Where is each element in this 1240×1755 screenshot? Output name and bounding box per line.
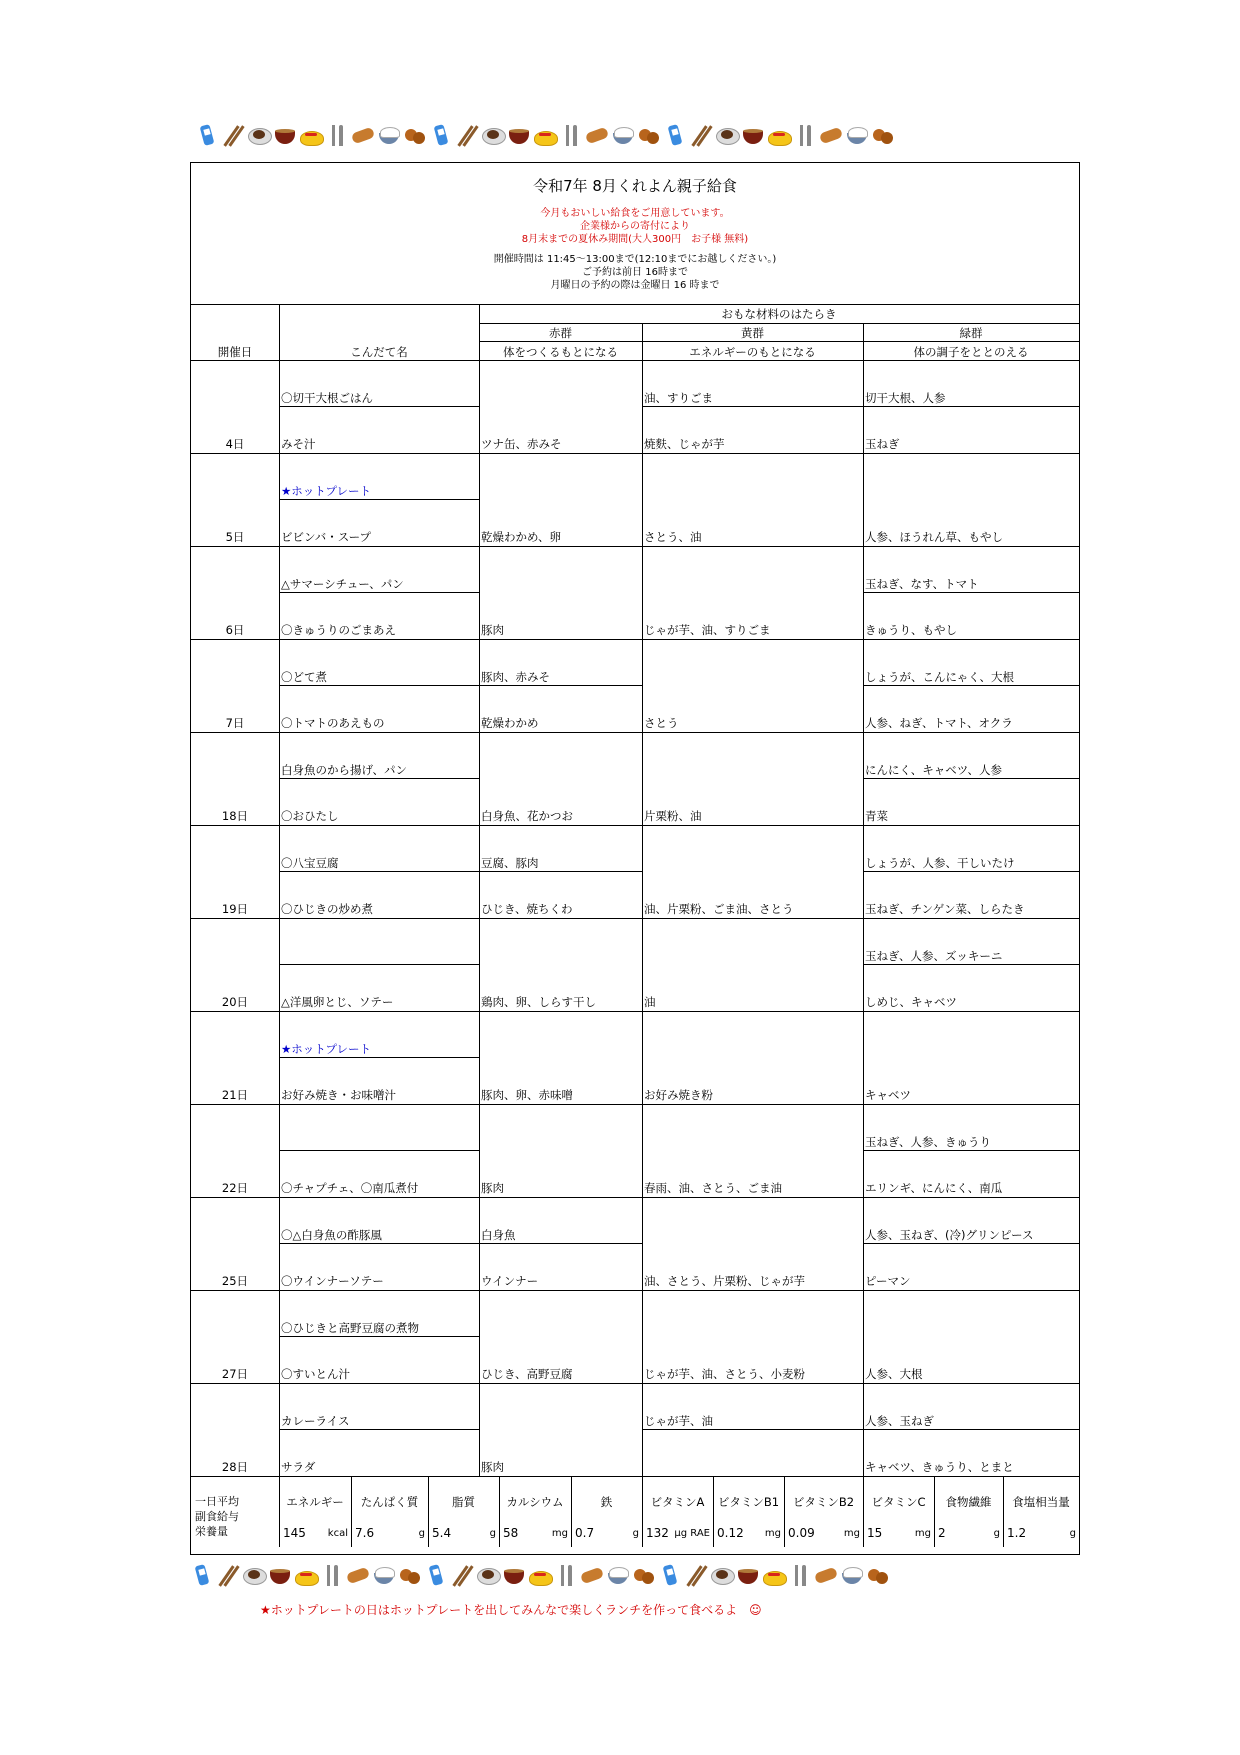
grid-line: [279, 592, 479, 593]
menu-date: 28日: [221, 1460, 249, 1474]
nutrient-unit: μg RAE: [674, 1528, 710, 1539]
grid-line: [863, 592, 1079, 593]
menu-item: 〇切干大根ごはん: [281, 391, 373, 405]
green-ingredients: 人参、玉ねぎ、(冷)グリンピース: [865, 1228, 1034, 1242]
curry-plate-icon: [247, 123, 271, 147]
yellow-ingredients: さとう: [644, 716, 679, 730]
rice-bowl-icon: [845, 123, 869, 147]
notice-line: 企業様からの寄付により: [580, 221, 690, 232]
nutrient-name: カルシウム: [506, 1495, 564, 1509]
miso-soup-icon: [507, 123, 531, 147]
menu-column-header: こんだて名: [350, 345, 408, 359]
green-ingredients: きゅうり、もやし: [865, 623, 957, 637]
grid-line: [279, 1429, 479, 1430]
green-ingredients: 青菜: [865, 809, 888, 823]
red-ingredients: ウインナー: [481, 1274, 539, 1288]
red-ingredients: 豚肉: [481, 623, 504, 637]
green-ingredients: しょうが、こんにゃく、大根: [865, 670, 1015, 684]
grid-line: [279, 1336, 479, 1337]
grid-line: [191, 546, 1079, 547]
grid-line: [863, 1150, 1079, 1151]
red-ingredients: 白身魚: [481, 1228, 516, 1242]
nutrient-unit: mg: [551, 1528, 568, 1539]
yellow-ingredients: 片栗粉、油: [644, 809, 702, 823]
omelet-icon: [528, 1563, 552, 1587]
rice-bowl-icon: [377, 123, 401, 147]
grid-line: [191, 1011, 1079, 1012]
grid-line: [279, 1057, 479, 1058]
yellow-ingredients: さとう、油: [644, 530, 702, 544]
grid-line: [191, 1383, 1079, 1384]
karaage-icon: [871, 123, 895, 147]
green-desc-header: 体の調子をととのえる: [913, 345, 1029, 359]
curry-plate-icon: [715, 123, 739, 147]
nutrient-name: ビタミンC: [871, 1495, 926, 1509]
bread-icon: [346, 1563, 370, 1587]
notice-line: ご予約は前日 16時まで: [582, 267, 688, 278]
grid-line: [279, 499, 479, 500]
green-ingredients: 玉ねぎ: [865, 437, 900, 451]
curry-plate-icon: [481, 123, 505, 147]
grid-line: [191, 360, 1079, 361]
menu-item: 〇トマトのあえもの: [281, 716, 385, 730]
drink-icon: [663, 123, 687, 147]
green-ingredients: 人参、玉ねぎ: [865, 1414, 934, 1428]
red-ingredients: 豚肉: [481, 1460, 504, 1474]
menu-item: 〇ひじきと高野豆腐の煮物: [281, 1321, 419, 1335]
nutrient-unit: mg: [914, 1528, 931, 1539]
rice-bowl-icon: [372, 1563, 396, 1587]
notice-line: 今月もおいしい給食をご用意しています。: [540, 208, 730, 219]
nutrition-label: [195, 1494, 279, 1539]
red-desc-header: 体をつくるもとになる: [503, 345, 618, 359]
miso-soup-icon: [502, 1563, 526, 1587]
grid-line: [191, 639, 1079, 640]
nutrient-value: 145: [283, 1526, 306, 1540]
rice-bowl-icon: [840, 1563, 864, 1587]
grid-line: [863, 685, 1079, 686]
curry-plate-icon: [476, 1563, 500, 1587]
red-ingredients: 豚肉: [481, 1181, 504, 1195]
karaage-icon: [632, 1563, 656, 1587]
nutrient-value: 0.7: [575, 1526, 595, 1540]
menu-item: △サマーシチュー、パン: [281, 577, 404, 591]
miso-soup-icon: [736, 1563, 760, 1587]
grid-line: [279, 1150, 479, 1151]
nutrient-value: 1.2: [1007, 1526, 1027, 1540]
red-ingredients: 豚肉、赤みそ: [481, 670, 550, 684]
page-title: 令和7年 8月くれよん親子給食: [533, 177, 737, 195]
grid-line: [863, 964, 1079, 965]
nutrient-unit: mg: [843, 1528, 860, 1539]
yellow-ingredients: 焼麩、じゃが芋: [644, 437, 725, 451]
grid-line: [642, 406, 863, 407]
yellow-group-header: 黄群: [741, 326, 764, 340]
nutrient-value: 0.09: [788, 1526, 815, 1540]
nutrient-unit: g: [632, 1528, 639, 1539]
omelet-icon: [294, 1563, 318, 1587]
nutrient-name: たんぱく質: [360, 1495, 419, 1509]
food-icon-border-bottom: [190, 1555, 1050, 1595]
menu-item: みそ汁: [281, 437, 316, 451]
yellow-ingredients: じゃが芋、油: [644, 1414, 713, 1428]
nutrient-unit: g: [418, 1528, 425, 1539]
green-ingredients: 玉ねぎ、チンゲン菜、しらたき: [865, 902, 1025, 916]
drink-icon: [429, 123, 453, 147]
nutrition-label-line: 栄養量: [195, 1525, 228, 1538]
omelet-icon: [762, 1563, 786, 1587]
grid-line: [863, 871, 1079, 872]
yellow-ingredients: 油、片栗粉、ごま油、さとう: [644, 902, 794, 916]
chopsticks-icon: [450, 1563, 474, 1587]
yellow-ingredients: 油、すりごま: [644, 391, 713, 405]
nutrient-unit: kcal: [327, 1528, 348, 1539]
nutrient-name: エネルギー: [286, 1495, 344, 1509]
nutrient-name: ビタミンA: [650, 1495, 705, 1509]
nutrient-value: 15: [867, 1526, 883, 1540]
yellow-ingredients: 春雨、油、さとう、ごま油: [644, 1181, 782, 1195]
grid-line: [191, 825, 1079, 826]
menu-item: ★ホットプレート: [281, 484, 372, 498]
cutlery-icon: [320, 1563, 344, 1587]
menu-item: サラダ: [281, 1460, 316, 1474]
green-ingredients: にんにく、キャベツ、人参: [865, 763, 1002, 777]
menu-item: 〇八宝豆腐: [281, 856, 339, 870]
menu-item: 〇チャプチェ、〇南瓜煮付: [281, 1181, 419, 1195]
nutrition-label-line: 副食給与: [195, 1510, 239, 1523]
curry-plate-icon: [710, 1563, 734, 1587]
drink-icon: [190, 1563, 214, 1587]
nutrient-unit: g: [993, 1528, 1000, 1539]
menu-date: 19日: [221, 902, 249, 916]
red-ingredients: 豆腐、豚肉: [481, 856, 539, 870]
green-ingredients: 玉ねぎ、なす、トマト: [865, 577, 979, 591]
notice-hours: [191, 253, 1079, 292]
grid-line: [863, 406, 1079, 407]
nutrition-label-line: 一日平均: [195, 1495, 239, 1508]
menu-table: [191, 304, 1079, 1547]
nutrient-name: 食物繊維: [945, 1495, 992, 1509]
menu-date: 5日: [225, 530, 245, 544]
materials-header: おもな材料のはたらき: [721, 307, 837, 321]
bread-icon: [585, 123, 609, 147]
red-ingredients: ツナ缶、赤みそ: [481, 437, 562, 451]
menu-date: 25日: [221, 1274, 249, 1288]
hotplate-note: ★ホットプレートの日はホットプレートを出してみんなで楽しくランチを作って食べるよ ☺: [260, 1603, 762, 1617]
menu-item: ★ホットプレート: [281, 1042, 372, 1056]
red-ingredients: ひじき、高野豆腐: [481, 1367, 573, 1381]
menu-item: 〇ウインナーソテー: [281, 1274, 384, 1288]
green-ingredients: キャベツ: [865, 1088, 911, 1102]
chopsticks-icon: [216, 1563, 240, 1587]
menu-item: 〇どて煮: [281, 670, 327, 684]
grid-line: [191, 1104, 1079, 1105]
karaage-icon: [403, 123, 427, 147]
green-ingredients: 切干大根、人参: [865, 391, 946, 405]
drink-icon: [658, 1563, 682, 1587]
chopsticks-icon: [684, 1563, 708, 1587]
food-icon-border-top: [195, 115, 1055, 155]
green-ingredients: エリンギ、にんにく、南瓜: [865, 1181, 1003, 1195]
grid-line: [279, 406, 479, 407]
cutlery-icon: [788, 1563, 812, 1587]
nutrient-name: 脂質: [452, 1495, 475, 1509]
menu-item: 〇ひじきの炒め煮: [281, 902, 373, 916]
nutrient-name: ビタミンB1: [717, 1495, 780, 1509]
miso-soup-icon: [273, 123, 297, 147]
menu-date: 20日: [221, 995, 249, 1009]
curry-plate-icon: [242, 1563, 266, 1587]
bread-icon: [819, 123, 843, 147]
menu-sheet: [190, 162, 1080, 1555]
green-ingredients: 人参、ねぎ、トマト、オクラ: [865, 716, 1013, 730]
yellow-ingredients: お好み焼き粉: [644, 1088, 713, 1102]
grid-line: [279, 871, 479, 872]
red-ingredients: 白身魚、花かつお: [481, 809, 573, 823]
menu-item: 〇△白身魚の酢豚風: [281, 1228, 382, 1242]
omelet-icon: [767, 123, 791, 147]
yellow-ingredients: 油: [644, 995, 656, 1009]
grid-line: [479, 323, 1079, 324]
drink-icon: [195, 123, 219, 147]
grid-line: [191, 1197, 1079, 1198]
menu-date: 22日: [221, 1181, 249, 1195]
menu-item: お好み焼き・お味噌汁: [281, 1088, 396, 1102]
chopsticks-icon: [689, 123, 713, 147]
bread-icon: [580, 1563, 604, 1587]
miso-soup-icon: [741, 123, 765, 147]
nutrient-value: 58: [503, 1526, 519, 1540]
menu-date: 18日: [221, 809, 249, 823]
grid-line: [191, 1290, 1079, 1291]
menu-item: 〇おひたし: [281, 809, 339, 823]
grid-line: [279, 685, 479, 686]
grid-line: [191, 918, 1079, 919]
nutrient-value: 5.4: [432, 1526, 452, 1540]
red-ingredients: 鶏肉、卵、しらす干し: [481, 995, 596, 1009]
menu-date: 4日: [225, 437, 245, 451]
grid-line: [642, 1429, 863, 1430]
green-ingredients: 人参、ほうれん草、もやし: [865, 530, 1003, 544]
karaage-icon: [637, 123, 661, 147]
cutlery-icon: [793, 123, 817, 147]
cutlery-icon: [325, 123, 349, 147]
red-ingredients: 乾燥わかめ、卵: [481, 530, 562, 544]
rice-bowl-icon: [611, 123, 635, 147]
menu-item: 〇すいとん汁: [281, 1367, 350, 1381]
green-ingredients: しょうが、人参、干しいたけ: [865, 856, 1015, 870]
grid-line: [479, 341, 1079, 342]
green-ingredients: ピーマン: [865, 1274, 911, 1288]
red-ingredients: 豚肉、卵、赤味噌: [481, 1088, 573, 1102]
grid-line: [279, 1243, 479, 1244]
cutlery-icon: [554, 1563, 578, 1587]
yellow-ingredients: 油、さとう、片栗粉、じゃが芋: [644, 1274, 805, 1288]
menu-item: △洋風卵とじ、ソテー: [281, 995, 394, 1009]
grid-line: [479, 685, 642, 686]
date-column-header: 開催日: [217, 345, 253, 359]
red-ingredients: ひじき、焼ちくわ: [481, 902, 573, 916]
nutrient-name: ビタミンB2: [792, 1495, 855, 1509]
green-ingredients: 人参、大根: [865, 1367, 923, 1381]
yellow-ingredients: じゃが芋、油、すりごま: [644, 623, 771, 637]
nutrient-unit: g: [489, 1528, 496, 1539]
grid-line: [191, 1476, 1079, 1477]
bread-icon: [351, 123, 375, 147]
red-group-header: 赤群: [549, 326, 572, 340]
rice-bowl-icon: [606, 1563, 630, 1587]
sheet-header: [191, 163, 1079, 305]
nutrient-value: 0.12: [717, 1526, 744, 1540]
nutrient-name: 鉄: [600, 1495, 613, 1509]
green-group-header: 緑群: [959, 326, 983, 340]
menu-item: カレーライス: [281, 1414, 350, 1428]
karaage-icon: [866, 1563, 890, 1587]
karaage-icon: [398, 1563, 422, 1587]
cutlery-icon: [559, 123, 583, 147]
notice-line: 月曜日の予約の際は金曜日 16 時まで: [550, 280, 720, 291]
menu-item: 白身魚のから揚げ、パン: [281, 763, 408, 777]
menu-date: 27日: [221, 1367, 249, 1381]
bread-icon: [814, 1563, 838, 1587]
omelet-icon: [533, 123, 557, 147]
menu-date: 7日: [225, 716, 245, 730]
grid-line: [863, 1429, 1079, 1430]
chopsticks-icon: [221, 123, 245, 147]
nutrient-value: 132: [646, 1526, 669, 1540]
menu-item: ビビンバ・スープ: [281, 530, 372, 544]
green-ingredients: 玉ねぎ、人参、ズッキーニ: [865, 949, 1003, 963]
menu-date: 21日: [221, 1088, 249, 1102]
red-ingredients: 乾燥わかめ: [481, 716, 539, 730]
grid-line: [279, 778, 479, 779]
nutrient-name: 食塩相当量: [1012, 1495, 1070, 1509]
notice-line: 開催時間は 11:45～13:00まで(12:10までにお越しください。): [493, 254, 777, 265]
notice-line: 8月末までの夏休み期間(大人300円 お子様 無料): [521, 234, 749, 245]
green-ingredients: キャベツ、きゅうり、とまと: [865, 1460, 1014, 1474]
nutrient-unit: mg: [764, 1528, 781, 1539]
green-ingredients: しめじ、キャベツ: [865, 995, 957, 1009]
chopsticks-icon: [455, 123, 479, 147]
grid-line: [863, 1243, 1079, 1244]
miso-soup-icon: [268, 1563, 292, 1587]
green-ingredients: 玉ねぎ、人参、きゅうり: [865, 1135, 992, 1149]
grid-line: [863, 778, 1079, 779]
grid-line: [191, 732, 1079, 733]
menu-date: 6日: [225, 623, 245, 637]
grid-line: [191, 453, 1079, 454]
nutrient-value: 7.6: [355, 1526, 375, 1540]
drink-icon: [424, 1563, 448, 1587]
menu-item: 〇きゅうりのごまあえ: [281, 623, 396, 637]
grid-line: [479, 1243, 642, 1244]
yellow-desc-header: エネルギーのもとになる: [689, 345, 816, 359]
yellow-ingredients: じゃが芋、油、さとう、小麦粉: [644, 1367, 805, 1381]
nutrient-value: 2: [938, 1526, 946, 1540]
grid-line: [479, 871, 642, 872]
nutrient-unit: g: [1069, 1528, 1076, 1539]
grid-line: [279, 964, 479, 965]
notice-red: [191, 207, 1079, 246]
omelet-icon: [299, 123, 323, 147]
